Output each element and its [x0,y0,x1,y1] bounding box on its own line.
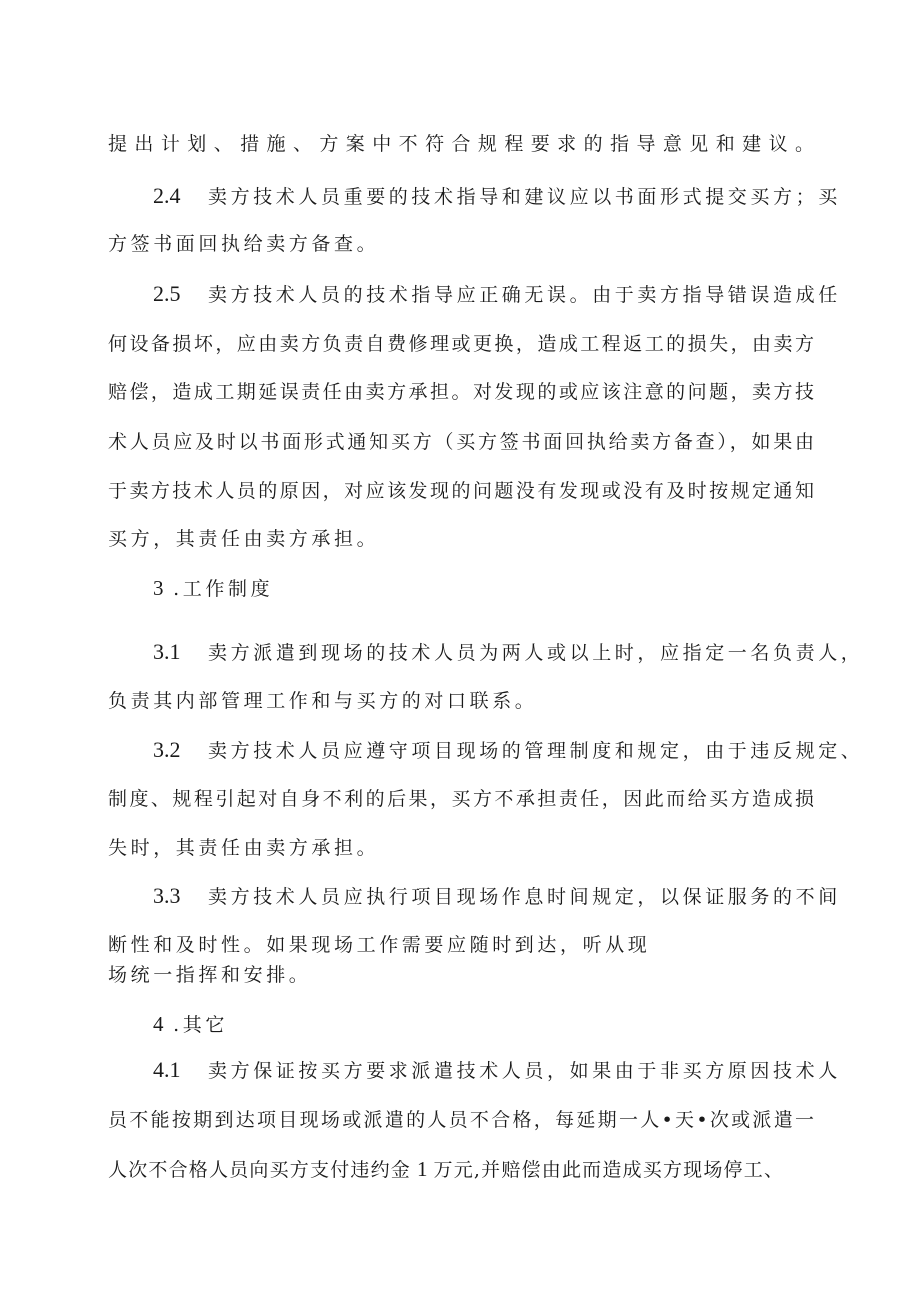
paragraph-line: 负责其内部管理工作和与买方的对口联系。 [108,690,538,712]
paragraph-text: 卖方技术人员应遵守项目现场的管理制度和规定，由于违反规定、 [208,740,864,762]
paragraph-line [153,282,841,307]
section-number: 3.3 [153,883,181,908]
section-number: 4 [153,1012,164,1036]
paragraph-text: 卖方保证按买方要求派遣技术人员，如果由于非买方原因技术人 [208,1060,841,1082]
section-heading [153,576,273,601]
paragraph-line: 于卖方技术人员的原因，对应该发现的问题没有发现或没有及时按规定通知 [108,480,814,502]
paragraph-text: 万元,并赔偿由此而造成买方现场停工、 [433,1159,785,1181]
paragraph-line [153,640,863,665]
paragraph-line [108,1157,784,1182]
paragraph-line: 员不能按期到达项目现场或派遣的人员不合格，每延期一人•天•次或派遣一 [108,1109,814,1131]
paragraph-line: 买方，其责任由卖方承担。 [108,528,380,550]
section-number: 2.4 [153,183,181,208]
section-heading [153,1012,228,1037]
paragraph-line: 赔偿，造成工期延误责任由卖方承担。对发现的或应该注意的问题，卖方技 [108,381,814,403]
paragraph-line: 场统一指挥和安排。 [108,964,312,986]
paragraph-line: 术人员应及时以书面形式通知买方（买方签书面回执给卖方备查），如果由 [108,431,814,453]
paragraph-line: 何设备损坏，应由卖方负责自费修理或更换，造成工程返工的损失，由卖方 [108,333,814,355]
section-number: 3 [153,576,164,600]
section-number: 3.1 [153,639,181,664]
paragraph-line: 制度、规程引起对自身不利的后果，买方不承担责任，因此而给买方造成损 [108,788,814,810]
paragraph-line: 提出计划、措施、方案中不符合规程要求的指导意见和建议。 [108,133,814,155]
paragraph-text: 卖方派遣到现场的技术人员为两人或以上时，应指定一名负责人， [208,642,864,664]
paragraph-text: 人次不合格人员向买方支付违约金 [108,1159,412,1181]
paragraph-text: 卖方技术人员的技术指导应正确无误。由于卖方指导错误造成任 [208,284,841,306]
section-title: .其它 [173,1014,228,1036]
paragraph-line [153,184,841,209]
paragraph-line: 失时，其责任由卖方承担。 [108,837,380,859]
paragraph-line: 方签书面回执给卖方备查。 [108,233,380,255]
paragraph-text: 卖方技术人员应执行项目现场作息时间规定，以保证服务的不间 [208,886,841,908]
paragraph-text: 卖方技术人员重要的技术指导和建议应以书面形式提交买方；买 [208,186,841,208]
section-title: .工作制度 [173,578,274,600]
paragraph-line [153,884,841,909]
amount-value: 1 [417,1157,428,1181]
section-number: 2.5 [153,281,181,306]
section-number: 4.1 [153,1057,181,1082]
paragraph-line [153,738,863,763]
paragraph-line [153,1058,841,1083]
paragraph-line: 断性和及时性。如果现场工作需要应随时到达，听从现 [108,934,651,956]
section-number: 3.2 [153,737,181,762]
